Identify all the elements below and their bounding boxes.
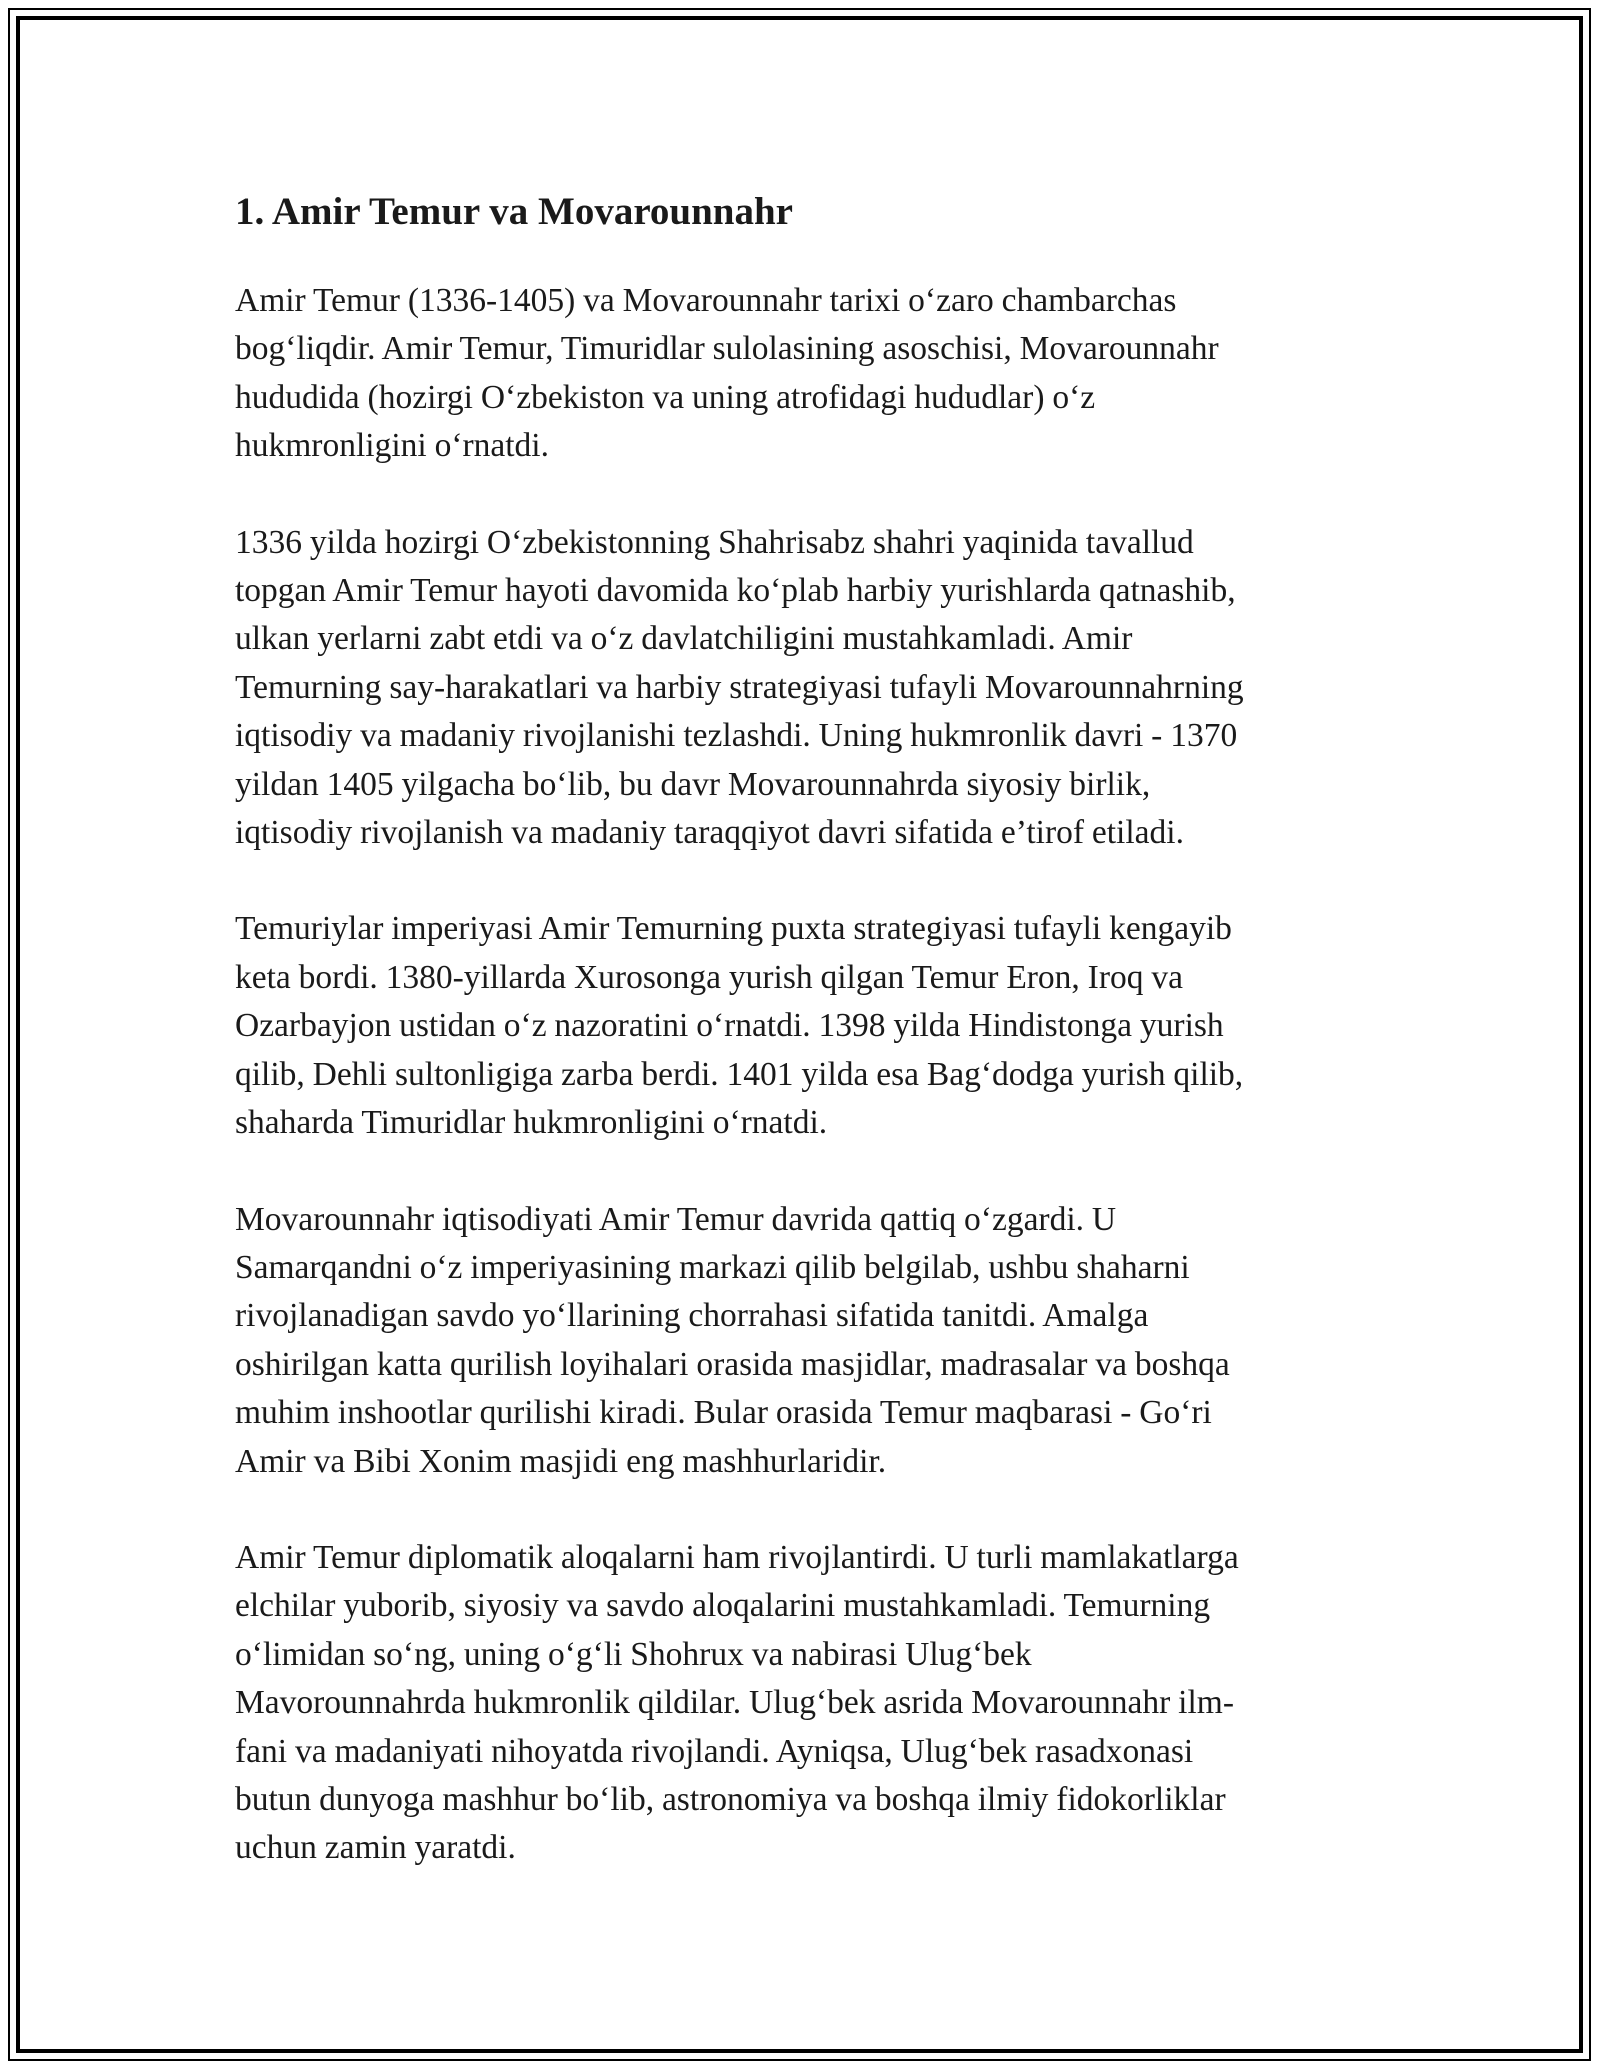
paragraph-line: rivojlanadigan savdo yo‘llarining chorrahasi sifatida tanitdi. Amalga <box>235 1297 1149 1335</box>
paragraph-5 <box>235 1534 1365 1873</box>
paragraph-line: 1336 yilda hozirgi O‘zbekistonning Shahrisabz shahri yaqinida tavallud <box>235 523 1194 561</box>
paragraph-line: uchun zamin yaratdi. <box>235 1829 516 1867</box>
paragraph-line: yildan 1405 yilgacha bo‘lib, bu davr Movarounnahrda siyosiy birlik, <box>235 765 1151 803</box>
paragraph-line: butun dunyoga mashhur bo‘lib, astronomiya va boshqa ilmiy fidokorliklar <box>235 1780 1226 1818</box>
paragraph-1 <box>235 277 1365 471</box>
paragraph-line: hukmronligini o‘rnatdi. <box>235 427 549 465</box>
paragraph-line: Ozarbayjon ustidan o‘z nazoratini o‘rnatdi. 1398 yilda Hindistonga yurish <box>235 1007 1224 1045</box>
paragraph-line: o‘limidan so‘ng, uning o‘g‘li Shohrux va nabirasi Ulug‘bek <box>235 1635 1032 1673</box>
paragraph-line: shaharda Timuridlar hukmronligini o‘rnatdi. <box>235 1104 828 1142</box>
paragraph-2 <box>235 519 1365 858</box>
paragraph-line: Temuriylar imperiyasi Amir Temurning puxta strategiyasi tufayli kengayib <box>235 910 1232 948</box>
paragraph-line: ulkan yerlarni zabt etdi va o‘z davlatchiligini mustahkamladi. Amir <box>235 620 1133 658</box>
paragraph-line: Amir Temur (1336-1405) va Movarounnahr tarixi o‘zaro chambarchas <box>235 282 1177 319</box>
paragraph-line: Movarounnahr iqtisodiyati Amir Temur davrida qattiq o‘zgardi. U <box>235 1200 1117 1238</box>
paragraph-line: hududida (hozirgi O‘zbekiston va uning atrofidagi hududlar) o‘z <box>235 378 1096 416</box>
paragraph-line: keta bordi. 1380-yillarda Xurosonga yurish qilgan Temur Eron, Iroq va <box>235 958 1183 996</box>
paragraph-line: Mavorounnahrda hukmronlik qildilar. Ulug‘bek asrida Movarounnahr ilm- <box>235 1684 1234 1722</box>
paragraph-line: bog‘liqdir. Amir Temur, Timuridlar sulolasining asoschisi, Movarounnahr <box>235 330 1219 368</box>
paragraph-line: Temurning say-harakatlari va harbiy strategiyasi tufayli Movarounnahrning <box>235 668 1244 706</box>
paragraph-line: oshirilgan katta qurilish loyihalari orasida masjidlar, madrasalar va boshqa <box>235 1345 1230 1383</box>
paragraph-line: iqtisodiy rivojlanish va madaniy taraqqiyot davri sifatida e’tirof etiladi. <box>235 814 1184 852</box>
paragraph-4 <box>235 1196 1365 1486</box>
paragraph-line: muhim inshootlar qurilishi kiradi. Bular orasida Temur maqbarasi - Go‘ri <box>235 1394 1212 1432</box>
paragraph-line: iqtisodiy va madaniy rivojlanishi tezlashdi. Uning hukmronlik davri - 1370 <box>235 717 1238 755</box>
paragraph-line: fani va madaniyati nihoyatda rivojlandi. Ayniqsa, Ulug‘bek rasadxonasi <box>235 1732 1194 1770</box>
paragraph-line: elchilar yuborib, siyosiy va savdo aloqalarini mustahkamladi. Temurning <box>235 1587 1211 1625</box>
paragraph-line: qilib, Dehli sultonligiga zarba berdi. 1401 yilda esa Bag‘dodga yurish qilib, <box>235 1055 1244 1093</box>
section-heading: 1. Amir Temur va Movarounnahr <box>235 190 793 233</box>
paragraph-line: topgan Amir Temur hayoti davomida ko‘plab harbiy yurishlarda qatnashib, <box>235 572 1236 610</box>
paragraph-line: Amir va Bibi Xonim masjidi eng mashhurlaridir. <box>235 1442 887 1480</box>
paragraph-line: Amir Temur diplomatik aloqalarni ham rivojlantirdi. U turli mamlakatlarga <box>235 1538 1239 1576</box>
paragraph-line: Samarqandni o‘z imperiyasining markazi qilib belgilab, ushbu shaharni <box>235 1248 1190 1286</box>
paragraph-3 <box>235 905 1365 1147</box>
document-body <box>235 185 1365 1921</box>
